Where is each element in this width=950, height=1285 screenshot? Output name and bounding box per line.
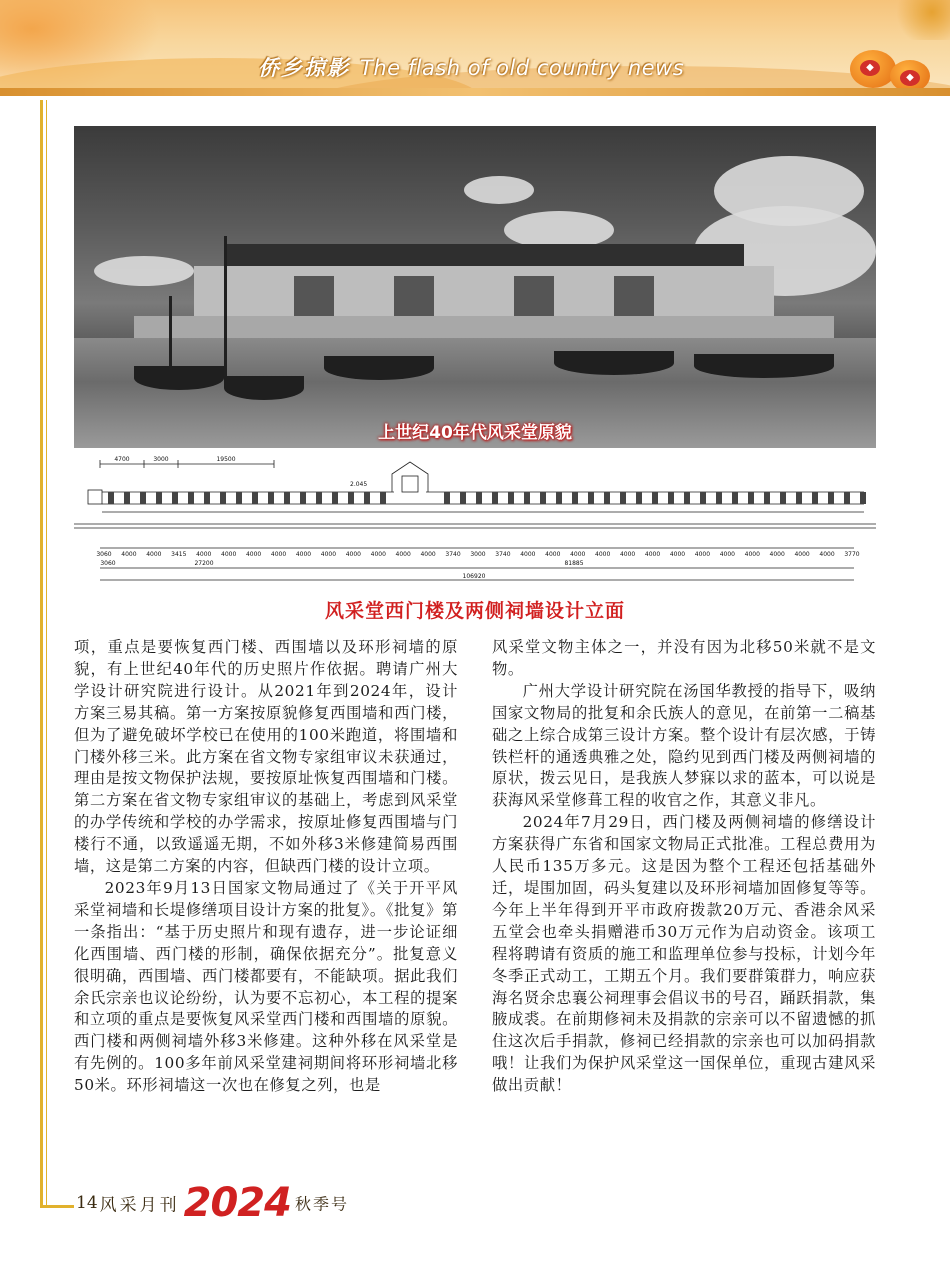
dim-label: 3000: [470, 551, 486, 558]
boat-mast: [224, 236, 227, 376]
wall-pillar: [252, 492, 258, 504]
dim-label: 4000: [295, 551, 312, 558]
article-paragraph: 2024年7月29日，西门楼及两侧祠墙的修缮设计方案获得广东省和国家文物局正式批准。工程总费用为人民币135万多元。这是因为整个工程还包括基础外迁，堤围加固，码头复建以及环形祠墙加固修复等等。今年上半年得到开平市政府拨款20万元、香港余风采五堂会也牵头捐赠港币30万元作为启动资金。该项工程将聘请有资质的施工和监理单位参与投标，计划今年冬季正式动工，工期五个月。我们要群策群力，响应获海名贤余忠襄公祠理事会倡议书的号召，踊跃捐款，集腋成裘。在前期修祠未及捐款的宗亲可以不留遗憾的抓住这次后手捐款，修祠已经捐款的宗亲也可以加码捐款哦！让我们为保护风采堂这一国保单位，重现古建风采做出贡献！: [492, 813, 876, 1095]
wall-pillar: [572, 492, 578, 504]
dim-label: 4000: [719, 551, 735, 558]
wall-pillar: [316, 492, 322, 504]
boat-shape: [324, 356, 434, 380]
dim-label: 4000: [619, 551, 636, 558]
wall-pillar: [124, 492, 130, 504]
fu-mark-icon: ◆: [900, 70, 920, 86]
wall-pillar: [460, 492, 466, 504]
dim-label: 4000: [420, 551, 436, 558]
article-paragraph: 风采堂文物主体之一，并没有因为北移50米就不是文物。: [492, 638, 876, 678]
window-shape: [514, 276, 554, 316]
issue-year: 2024: [183, 1180, 291, 1226]
wall-pillar: [348, 492, 354, 504]
header-band: [0, 88, 950, 96]
elevation-svg: [74, 452, 876, 588]
wall-pillar: [620, 492, 626, 504]
dim-label: 27200: [194, 560, 214, 567]
article-column-right: [492, 637, 876, 1097]
issue-season: 秋季号: [294, 1194, 349, 1214]
wall-pillar: [108, 492, 114, 504]
dim-label: 4000: [545, 551, 561, 558]
dim-label: 4000: [819, 551, 835, 558]
wall-pillar: [812, 492, 818, 504]
wall-pillar: [300, 492, 306, 504]
dim-label: 4000: [395, 551, 411, 558]
side-rule: [46, 100, 47, 1208]
dim-label: 4000: [769, 551, 785, 558]
photo-caption: 上世纪40年代风采堂原貌: [378, 423, 572, 443]
page-footer: [76, 1180, 349, 1226]
dim-label: 4000: [270, 551, 287, 558]
cloud-shape: [94, 256, 194, 286]
wall-pillar: [636, 492, 642, 504]
window-shape: [614, 276, 654, 316]
dim-label: 4000: [345, 551, 361, 558]
elevation-drawing: [74, 452, 876, 588]
wall-pillar: [380, 492, 386, 504]
wall-pillars: [108, 492, 866, 504]
wall-pillar: [284, 492, 290, 504]
dim-label: 4000: [196, 551, 212, 558]
dim-label: 3415: [171, 551, 187, 558]
article-column-left: [74, 637, 458, 1097]
pumpkin-icon: [850, 50, 896, 88]
dim-label: 4000: [669, 551, 686, 558]
boat-mast: [169, 296, 172, 370]
wall-pillar: [700, 492, 706, 504]
wall-pillar: [172, 492, 178, 504]
wall-pillar: [188, 492, 194, 504]
wall-pillar: [652, 492, 658, 504]
dim-label: 4700: [114, 456, 130, 463]
dim-label: 81885: [564, 560, 584, 567]
historic-photo: [74, 126, 876, 448]
dim-label: 106920: [462, 573, 486, 580]
wall-pillar: [588, 492, 594, 504]
wall-pillar: [332, 492, 338, 504]
magazine-name: 风采月刊: [99, 1195, 180, 1216]
wall-pillar: [204, 492, 210, 504]
dim-label: 4000: [121, 551, 137, 558]
wall-pillar: [556, 492, 562, 504]
dim-label: 4000: [320, 551, 337, 558]
wall-pillar: [732, 492, 738, 504]
wall-pillar: [604, 492, 610, 504]
dim-label: 4000: [794, 551, 810, 558]
boat-shape: [224, 376, 304, 400]
dim-label: 4000: [570, 551, 586, 558]
wall-pillar: [140, 492, 146, 504]
wall-pillar: [476, 492, 482, 504]
dim-label: 3770: [844, 551, 860, 558]
window-shape: [394, 276, 434, 316]
autumn-leaf-icon: [890, 0, 950, 40]
wall-pillar: [236, 492, 242, 504]
wall-pillar: [780, 492, 786, 504]
article-paragraph: 广州大学设计研究院在汤国华教授的指导下，吸纳国家文物局的批复和余氏族人的意见，在前第一二稿基础之上综合成第三设计方案。整个设计有层次感，于铸铁栏杆的通透典雅之处，隐约见到西门楼及两侧祠墙的原状，拨云见日，是我族人梦寐以求的蓝本，可以说是获海风采堂修葺工程的收官之作，其意义非凡。: [492, 681, 876, 810]
dim-label: 3740: [445, 551, 461, 558]
dim-label: 4000: [744, 551, 760, 558]
wall-pillar: [668, 492, 674, 504]
wall-pillar: [844, 492, 850, 504]
roof-line: [224, 244, 744, 266]
section-title-cn: 侨乡掠影: [258, 56, 350, 80]
page-header-banner: [0, 0, 950, 96]
fu-mark-icon: ◆: [860, 60, 880, 76]
bottom-dimensions: [96, 551, 859, 558]
drawing-caption: 风采堂西门楼及两侧祠墙设计立面: [324, 600, 625, 622]
wall-pillar: [444, 492, 450, 504]
building-facade: [194, 266, 774, 321]
dim-label: 4000: [694, 551, 711, 558]
dim-label: 3000: [153, 456, 169, 463]
wall-pillar: [524, 492, 530, 504]
wall-pillar: [716, 492, 722, 504]
wall-pillar: [268, 492, 274, 504]
dim-label: 3060: [100, 560, 116, 567]
footer-rule: [40, 1205, 74, 1208]
wall-pillar: [220, 492, 226, 504]
wall-pillar: [764, 492, 770, 504]
wall-pillar: [860, 492, 866, 504]
boat-shape: [134, 366, 224, 390]
wall-pillar: [364, 492, 370, 504]
wall-pillar: [684, 492, 690, 504]
boat-shape: [554, 351, 674, 375]
dim-label: 4000: [245, 551, 262, 558]
dim-label: 4000: [370, 551, 386, 558]
dim-label: 4000: [595, 551, 611, 558]
page-number: 14: [76, 1193, 98, 1213]
window-shape: [294, 276, 334, 316]
wall-pillar: [828, 492, 834, 504]
boat-shape: [694, 354, 834, 378]
side-rule: [40, 100, 43, 1208]
article-paragraph: 2023年9月13日国家文物局通过了《关于开平风采堂祠墙和长堤修缮项目设计方案的批复》。《批复》第一条指出：“基于历史照片和现有遗存，进一步论证细化西围墙、西门楼的形制，确保依据充分”。批复意义很明确，西围墙、西门楼都要有，不能缺项。据此我们余氏宗亲也议论纷纷，认为要不忘初心，本工程的提案和立项的重点是要恢复风采堂西门楼和西围墙的原貌。西门楼和两侧祠墙外移3米修建。这种外移在风采堂是有先例的。100多年前风采堂建祠期间将环形祠墙北移50米。环形祠墙这一次也在修复之列，也是: [74, 878, 458, 1095]
dim-label: 19500: [216, 456, 236, 463]
dim-label: 4000: [644, 551, 661, 558]
dim-label: 4000: [146, 551, 162, 558]
dim-label: 3060: [96, 551, 112, 558]
dim-label: 3740: [495, 551, 511, 558]
wall-pillar: [508, 492, 514, 504]
wall-pillar: [492, 492, 498, 504]
wall-pillar: [540, 492, 546, 504]
wall-pillar: [156, 492, 162, 504]
article-paragraph: 项，重点是要恢复西门楼、西围墙以及环形祠墙的原貌，有上世纪40年代的历史照片作依据。聘请广州大学设计研究院进行设计。从2021年到2024年，设计方案三易其稿。第一方案按原貌修复西围墙和西门楼，但为了避免破坏学校已在使用的100米跑道，将围墙和门楼外移三米。此方案在省文物专家组审议未获通过，理由是按文物保护法规，要按原址恢复西围墙和门楼。第二方案在省文物专家组审议的基础上，考虑到风采堂的办学传统和学校的办学需求，按原址修复西围墙与门楼行不通，以致遥遥无期，不如外移3米修建简易西围墙，这是第二方案的内容，但缺西门楼的设计立项。: [74, 638, 458, 876]
dim-label: 4000: [520, 551, 536, 558]
section-title: [258, 52, 684, 82]
level-mark: 2.045: [350, 481, 368, 488]
cloud-shape: [464, 176, 534, 204]
section-title-en: The flash of old country news: [360, 56, 685, 80]
wall-pillar: [796, 492, 802, 504]
wall-pillar: [748, 492, 754, 504]
dim-label: 4000: [221, 551, 237, 558]
